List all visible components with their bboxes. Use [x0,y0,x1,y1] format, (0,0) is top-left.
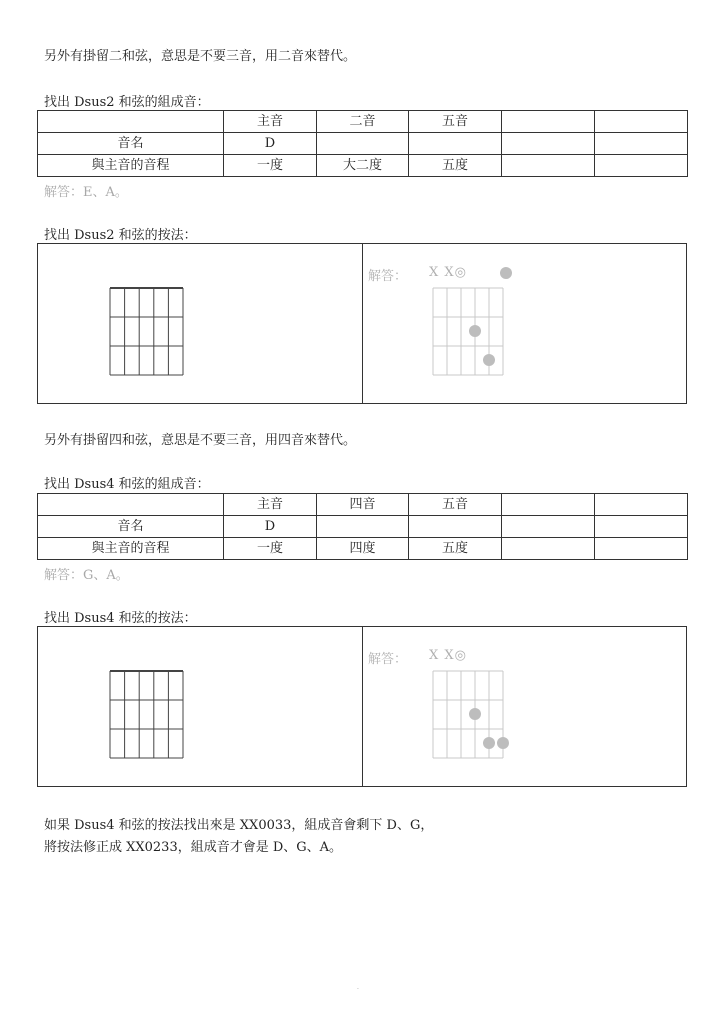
table-row [38,133,688,155]
sus4-components-prompt: 找出 Dsus4 和弦的組成音： [44,477,210,492]
table-cell [595,155,688,177]
finger-dot [483,737,495,749]
table-cell: 五度 [409,538,502,560]
sus4-fingering-box [37,626,687,787]
table-cell [38,111,224,133]
table-cell: 五音 [409,494,502,516]
table-cell [409,516,502,538]
table-cell: 五度 [409,155,502,177]
table-cell [502,111,595,133]
table-row [38,538,688,560]
table-cell: D [224,516,317,538]
answer-chord-diagram [428,648,518,763]
answer-label: 解答： [368,652,408,667]
table-cell [38,494,224,516]
sus2-fingering-box [37,243,687,404]
table-header-row [38,494,688,516]
table-cell: 主音 [224,494,317,516]
sus4-components-table [37,493,688,560]
table-cell: 音名 [38,133,224,155]
sus4-fingering-prompt: 找出 Dsus4 和弦的按法： [44,611,197,626]
table-cell: 與主音的音程 [38,155,224,177]
sus2-components-prompt: 找出 Dsus2 和弦的組成音： [44,95,210,110]
table-cell [502,494,595,516]
table-cell [595,133,688,155]
blank-chord-diagram [109,670,184,760]
footer-mark: . [357,984,359,991]
table-cell [317,516,409,538]
table-row [38,516,688,538]
table-cell: 與主音的音程 [38,538,224,560]
table-cell [595,516,688,538]
table-cell: 主音 [224,111,317,133]
finger-dot [497,737,509,749]
finger-dot [483,354,495,366]
answer-label: 解答： [368,269,408,284]
table-cell [595,494,688,516]
table-cell [502,155,595,177]
table-cell [502,133,595,155]
table-cell [409,133,502,155]
intro-sus2-text: 另外有掛留二和弦，意思是不要三音，用二音來替代。 [44,49,357,64]
sus4-components-answer: 解答：G、A。 [44,568,129,583]
table-cell: 一度 [224,155,317,177]
table-cell [502,516,595,538]
conclusion-line-1: 如果 Dsus4 和弦的按法找出來是 XX0033，組成音會剩下 D、G， [44,818,434,833]
table-cell [317,133,409,155]
table-cell: 一度 [224,538,317,560]
table-header-row [38,111,688,133]
sus2-components-table [37,110,688,177]
mute-open-marks: X X◎ [429,265,467,280]
answer-chord-diagram [428,265,518,380]
table-cell: 四度 [317,538,409,560]
sus2-fingering-prompt: 找出 Dsus2 和弦的按法： [44,228,197,243]
table-row [38,155,688,177]
table-cell: 五音 [409,111,502,133]
box-divider [362,244,363,403]
table-cell: 音名 [38,516,224,538]
conclusion-line-2: 將按法修正成 XX0233，組成音才會是 D、G、A。 [44,840,343,855]
box-divider [362,627,363,786]
mute-open-marks: X X◎ [429,648,467,663]
table-cell: 四音 [317,494,409,516]
table-cell: 大二度 [317,155,409,177]
blank-chord-diagram [109,287,184,377]
finger-dot [500,267,512,279]
intro-sus4-text: 另外有掛留四和弦，意思是不要三音，用四音來替代。 [44,433,357,448]
table-cell: 二音 [317,111,409,133]
table-cell: D [224,133,317,155]
table-cell [595,538,688,560]
sus2-components-answer: 解答：E、A。 [44,185,128,200]
table-cell [502,538,595,560]
finger-dot [469,708,481,720]
table-cell [595,111,688,133]
finger-dot [469,325,481,337]
